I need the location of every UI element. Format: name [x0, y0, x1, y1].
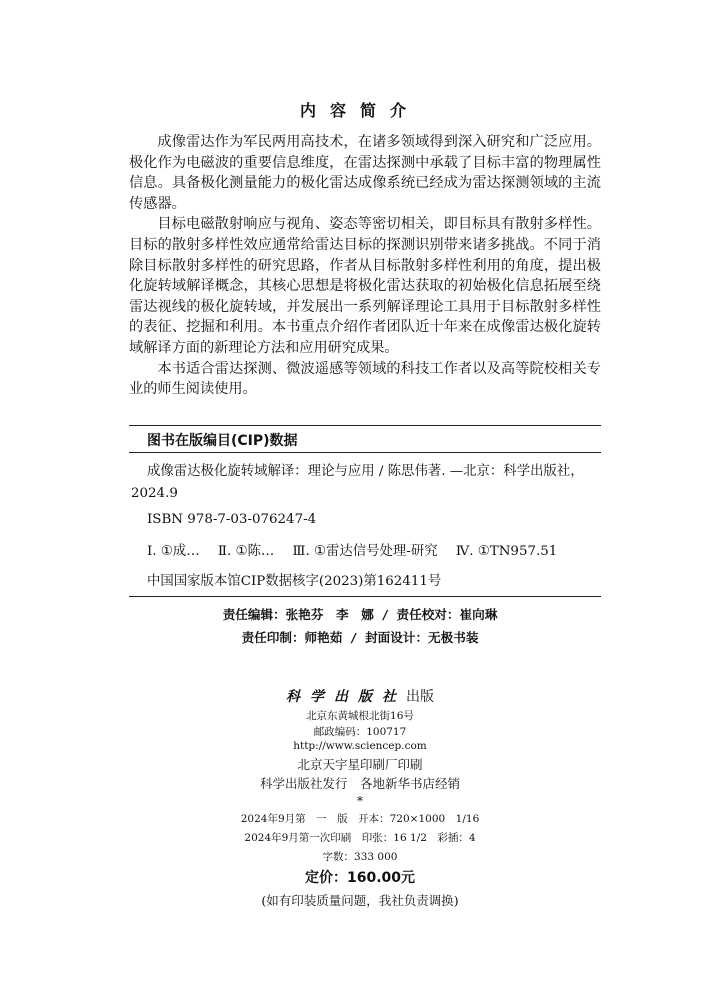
quality-notice: (如有印装质量问题，我社负责调换) [261, 893, 459, 908]
cip-year: 2024.9 [131, 486, 178, 501]
separator-star: * [356, 793, 364, 808]
credits-production: 责任印制：师艳茹 / 封面设计：无极书装 [241, 630, 479, 645]
printer: 北京天宇星印刷厂印刷 [297, 757, 423, 772]
cip-top-rule [129, 425, 601, 426]
cip-title-line: 成像雷达极化旋转域解译：理论与应用 / 陈思伟著. —北京：科学出版社， [147, 464, 584, 479]
distribution: 科学出版社发行 各地新华书店经销 [259, 776, 460, 791]
website-url: http://www.sciencep.com [293, 740, 427, 752]
publisher-address: 北京东黄城根北街16号 [306, 710, 414, 722]
edition-info: 2024年9月第 一 版 开本：720×1000 1/16 [240, 813, 480, 825]
credits-editors: 责任编辑：张艳芬 李 娜 / 责任校对：崔向琳 [222, 607, 498, 622]
word-count: 字数：333 000 [322, 851, 398, 863]
cip-heading: 图书在版编目(CIP)数据 [147, 433, 298, 449]
intro-body [129, 132, 601, 400]
cip-record: 中国国家版本馆CIP数据核字(2023)第162411号 [147, 574, 442, 589]
publisher-line [0, 686, 720, 706]
cip-isbn: ISBN 978-7-03-076247-4 [147, 512, 317, 527]
cip-class-item: Ⅳ. ①TN957.51 [455, 544, 558, 559]
cip-mid-rule [129, 452, 601, 453]
publisher-logo: 科学出版社 [286, 689, 406, 705]
intro-paragraph: 本书适合雷达探测、微波遥感等领域的科技工作者以及高等院校相关专业的师生阅读使用。 [129, 360, 601, 398]
price: 定价：160.00元 [304, 870, 416, 886]
cip-bottom-rule [129, 596, 601, 597]
cip-class-item: Ⅲ. ①雷达信号处理-研究 [292, 544, 438, 559]
intro-paragraph: 成像雷达作为军民两用高技术，在诸多领域得到深入研究和广泛应用。极化作为电磁波的重要信息维度，在雷达探测中承载了目标丰富的物理属性信息。具备极化测量能力的极化雷达成像系统已经成为雷达探测领域的主流传感器。 [129, 134, 601, 212]
cip-classification [147, 540, 571, 559]
intro-paragraph: 目标电磁散射响应与视角、姿态等密切相关，即目标具有散射多样性。目标的散射多样性效应通常给雷达目标的探测识别带来诸多挑战。不同于消除目标散射多样性的研究思路，作者从目标散射多样性利用的角度，提出极化旋转域解译概念，其核心思想是将极化雷达获取的初始极化信息拓展至绕雷达视线的极化旋转域，并发展出一系列解译理论工具用于目标散射多样性的表征、挖掘和利用。本书重点介绍作者团队近十年来在成像雷达极化旋转域解译方面的新理论方法和应用研究成果。 [129, 216, 601, 356]
intro-title: 内容简介 [299, 101, 420, 120]
cip-class-item: Ⅰ. ①成… [147, 544, 200, 559]
cip-class-item: Ⅱ. ①陈… [217, 544, 275, 559]
postcode: 邮政编码：100717 [313, 726, 407, 738]
publisher-suffix: 出版 [406, 689, 434, 705]
printing-info: 2024年9月第一次印刷 印张：16 1/2 彩插：4 [244, 832, 476, 844]
